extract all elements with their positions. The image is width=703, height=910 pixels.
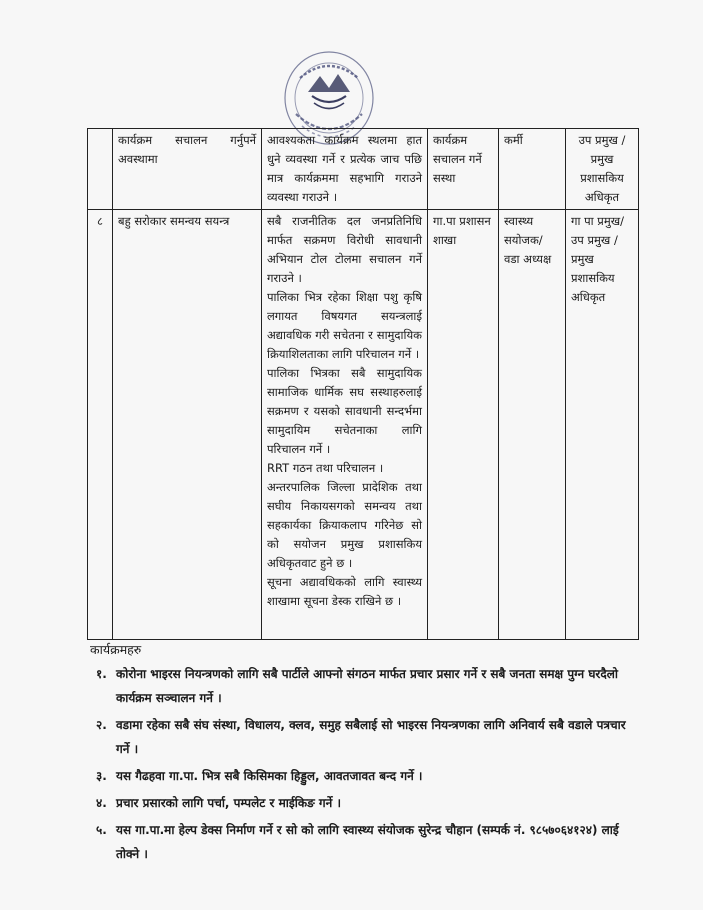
action-text: सूचना अद्यावधिकको लागि स्वास्थ्य शाखामा सूचना डेस्क राखिने छ । <box>267 575 422 608</box>
list-item <box>96 791 626 815</box>
list-item <box>96 764 626 788</box>
action-text: आवश्यकता कार्यक्रम स्थलमा हात धुने व्यवस्था गर्ने र प्रत्येक जाच पछि मात्र कार्यक्रममा सहभागि गराउने व्यवस्था गराउने । <box>267 133 422 204</box>
responsible-cell: कार्यक्रम सचालन गर्ने सस्था <box>428 129 499 210</box>
serial-cell: ८ <box>88 210 113 640</box>
list-item <box>96 818 626 866</box>
action-text: पालिका भित्रका सबै सामुदायिक सामाजिक धार्मिक सघ सस्थाहरुलाई सक्रमण र यसको सावधानी सन्दर्भमा सामुदायिम सचेतनाका लागि परिचालन गर्ने । <box>267 366 422 456</box>
list-item-text: यस गैढहवा गा.पा. भित्र सबै किसिमका हिड्डुल, आवतजावत बन्द गर्ने । <box>116 769 423 783</box>
activity-cell: बहु सरोकार समन्वय सयन्त्र <box>113 210 262 640</box>
programs-heading: कार्यक्रमहरु <box>90 642 142 657</box>
action-text: अन्तरपालिक जिल्ला प्रादेशिक तथा सघीय निकायसगको समन्वय तथा सहकार्यका क्रियाकलाप गरिनेछ सो को सयोजन प्रमुख प्रशासकिय अधिकृतवाट हुने छ । <box>267 480 422 570</box>
table-row <box>88 129 639 210</box>
list-item <box>96 713 626 761</box>
programs-list <box>96 662 626 869</box>
list-item-number: १. <box>96 667 107 681</box>
list-item-number: ५. <box>96 823 107 837</box>
staff-cell: कर्मी <box>499 129 566 210</box>
responsible-cell: गा.पा प्रशासन शाखा <box>428 210 499 640</box>
staff-cell: स्वास्थ्य सयोजक/ वडा अध्यक्ष <box>499 210 566 640</box>
list-item-number: २. <box>96 718 107 732</box>
list-item <box>96 662 626 710</box>
coordinator-cell: गा पा प्रमुख/ उप प्रमुख /प्रमुख प्रशासकिय अधिकृत <box>566 210 639 640</box>
action-text: RRT गठन तथा परिचालन । <box>267 461 384 475</box>
table-row <box>88 210 639 640</box>
list-item-text: वडामा रहेका सबै संघ संस्था, विधालय, क्लव, समुह सबैलाई सो भाइरस नियन्त्रणका लागि अनिवार्य सबै वडाले पत्रचार गर्ने । <box>116 718 626 756</box>
coordinator-cell: उप प्रमुख /प्रमुख प्रशासकिय अधिकृत <box>566 129 639 210</box>
action-plan-table <box>87 128 639 640</box>
list-item-text: यस गा.पा.मा हेल्प डेक्स निर्माण गर्ने र सो को लागि स्वास्थ्य संयोजक सुरेन्द्र चौहान (सम्पर्क नं. ९८५७०६४१२४) लाई तोक्ने । <box>116 823 619 861</box>
list-item-number: ३. <box>96 769 107 783</box>
action-text: पालिका भित्र रहेका शिक्षा पशु कृषि लगायत विषयगत सयन्त्रलाई अद्यावधिक गरी सचेतना र सामुदायिक क्रियाशिलताका लागि परिचालन गर्ने । <box>267 290 422 361</box>
serial-cell <box>88 129 113 210</box>
activity-cell: कार्यक्रम सचालन गर्नुपर्ने अवस्थामा <box>113 129 262 210</box>
actions-cell <box>262 210 428 640</box>
list-item-text: प्रचार प्रसारको लागि पर्चा, पम्पलेट र माईकिङ गर्ने । <box>116 796 342 810</box>
list-item-text: कोरोना भाइरस नियन्त्रणको लागि सबै पार्टीले आफ्नो संगठन मार्फत प्रचार प्रसार गर्ने र सबै जनता समक्ष पुग्न घरदैलो कार्यक्रम सञ्चालन गर्ने । <box>116 667 618 705</box>
actions-cell <box>262 129 428 210</box>
list-item-number: ४. <box>96 796 107 810</box>
action-text: सबै राजनीतिक दल जनप्रतिनिधि मार्फत सक्रमण विरोधी सावधानी अभियान टोल टोलमा सचालन गर्ने गराउने । <box>267 214 422 285</box>
